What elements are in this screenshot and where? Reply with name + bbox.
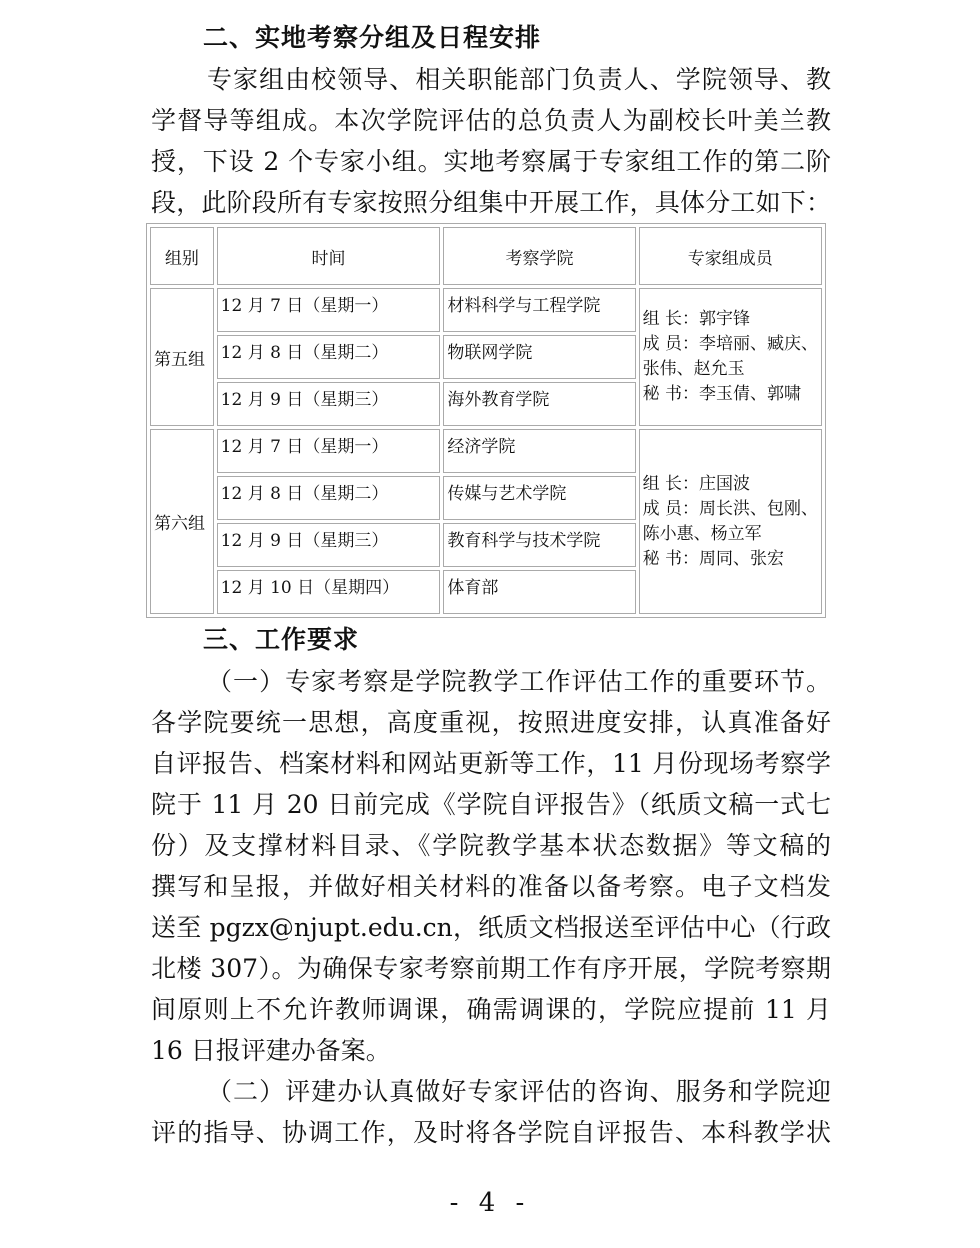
college-cell: 经济学院 [443, 429, 635, 473]
paragraph-line: 自评报告、档案材料和网站更新等工作，11 月份现场考察学 [151, 749, 831, 778]
date-cell: 12 月 9 日（星期三） [217, 523, 441, 567]
college-cell: 海外教育学院 [443, 382, 635, 426]
paragraph-line: 撰写和呈报，并做好相关材料的准备以备考察。电子文档发 [151, 872, 831, 901]
schedule-table [146, 223, 826, 618]
paragraph-line: 16 日报评建办备案。 [151, 1036, 391, 1065]
member-line: 组 长：庄国波 [642, 473, 750, 494]
members-cell [639, 288, 822, 426]
table-row [150, 429, 822, 473]
member-line: 成 员：周长洪、包刚、 [642, 498, 818, 519]
member-line: 张伟、赵允玉 [642, 359, 745, 379]
college-cell: 材料科学与工程学院 [443, 288, 635, 332]
paragraph-line: 送至 pgzx@njupt.edu.cn，纸质文档报送至评估中心（行政 [151, 913, 831, 942]
date-cell: 12 月 8 日（星期二） [217, 335, 441, 379]
table-row [150, 288, 822, 332]
paragraph-line: 各学院要统一思想，高度重视，按照进度安排，认真准备好 [151, 708, 831, 737]
member-line: 组 长：郭宇锋 [642, 309, 750, 329]
college-cell: 体育部 [443, 570, 635, 614]
paragraph-line: 间原则上不允许教师调课，确需调课的，学院应提前 11 月 [151, 995, 831, 1024]
group-name: 第五组 [150, 288, 214, 426]
page-number: - 4 - [449, 1188, 531, 1218]
header-members: 专家组成员 [639, 227, 822, 285]
member-line: 陈小惠、杨立军 [642, 523, 762, 544]
member-line: 秘 书：周同、张宏 [642, 548, 784, 569]
paragraph-line: 专家组由校领导、相关职能部门负责人、学院领导、教 [207, 65, 831, 94]
date-cell: 12 月 9 日（星期三） [217, 382, 441, 426]
header-college: 考察学院 [443, 227, 635, 285]
paragraph-line: 份）及支撑材料目录、《学院教学基本状态数据》等文稿的 [151, 831, 831, 860]
section-heading-2: 二、实地考察分组及日程安排 [203, 23, 542, 52]
paragraph-line: 北楼 307）。为确保专家考察前期工作有序开展，学院考察期 [151, 954, 831, 983]
college-cell: 传媒与艺术学院 [443, 476, 635, 520]
paragraph-line: 段，此阶段所有专家按照分组集中开展工作，具体分工如下： [151, 188, 831, 217]
college-cell: 教育科学与技术学院 [443, 523, 635, 567]
paragraph-line: 院于 11 月 20 日前完成《学院自评报告》（纸质文稿一式七 [151, 790, 831, 819]
date-cell: 12 月 7 日（星期一） [217, 288, 441, 332]
members-cell [639, 429, 822, 614]
paragraph-line: 评的指导、协调工作，及时将各学院自评报告、本科教学状 [151, 1118, 831, 1147]
date-cell: 12 月 10 日（星期四） [217, 570, 441, 614]
paragraph-line: 学督导等组成。本次学院评估的总负责人为副校长叶美兰教 [151, 106, 831, 135]
date-cell: 12 月 7 日（星期一） [217, 429, 441, 473]
member-line: 秘 书：李玉倩、郭啸 [642, 384, 801, 404]
date-cell: 12 月 8 日（星期二） [217, 476, 441, 520]
paragraph-line: （一）专家考察是学院教学工作评估工作的重要环节。 [207, 667, 831, 696]
section-heading-3: 三、工作要求 [203, 625, 360, 654]
paragraph-line: 授，下设 2 个专家小组。实地考察属于专家组工作的第二阶 [151, 147, 831, 176]
college-cell: 物联网学院 [443, 335, 635, 379]
group-name: 第六组 [150, 429, 214, 614]
table-header-row [150, 227, 822, 285]
header-time: 时间 [217, 227, 441, 285]
header-group: 组别 [150, 227, 214, 285]
paragraph-line: （二）评建办认真做好专家评估的咨询、服务和学院迎 [207, 1077, 831, 1106]
member-line: 成 员：李培丽、臧庆、 [642, 334, 818, 354]
